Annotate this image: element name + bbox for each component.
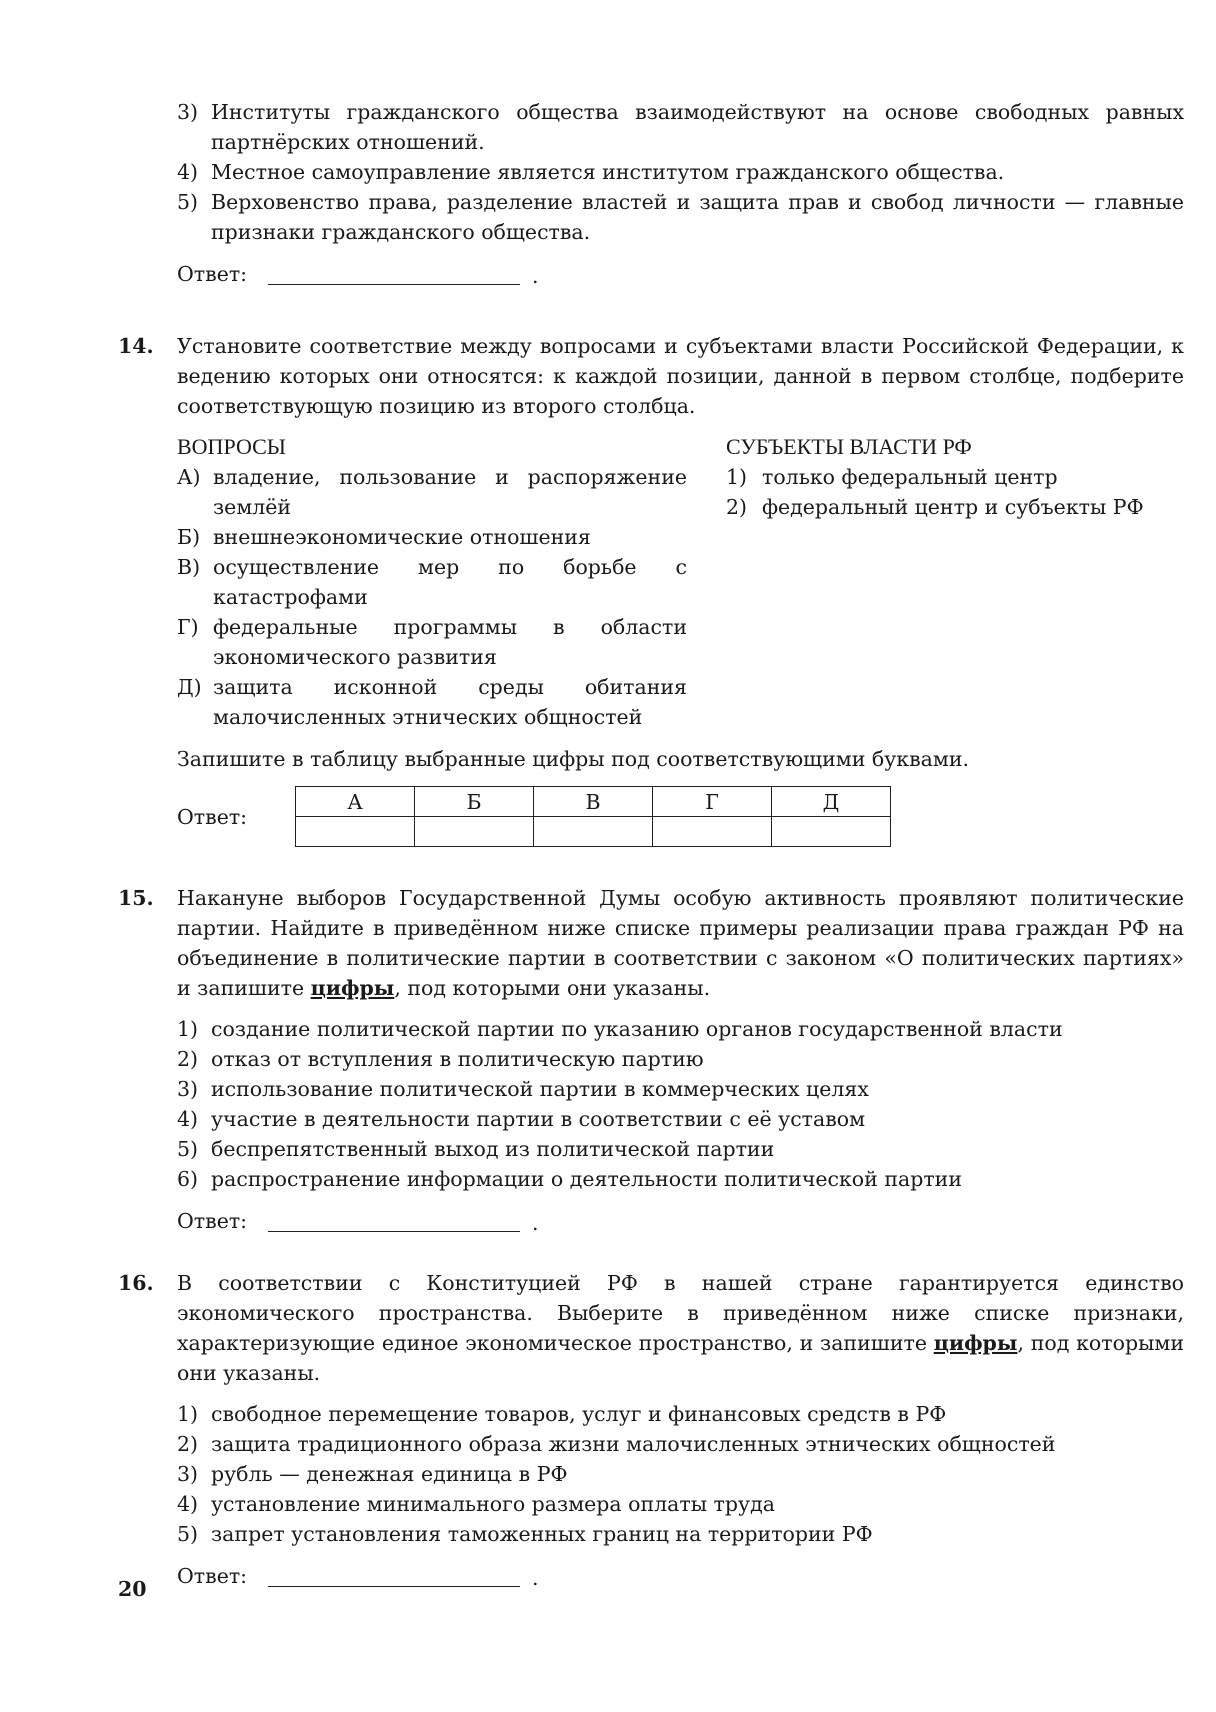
list-item	[177, 522, 687, 552]
question-number: 14.	[118, 334, 154, 358]
item-letter: А)	[177, 465, 201, 489]
item-number: 2)	[177, 1047, 199, 1071]
table-header-cell: В	[534, 787, 653, 817]
answer-cell[interactable]	[653, 817, 772, 847]
answer-cell[interactable]	[296, 817, 415, 847]
list-item	[118, 1519, 1184, 1549]
answer-field[interactable]	[118, 1561, 1184, 1591]
item-number: 4)	[177, 1492, 199, 1516]
answer-label: Ответ:	[177, 1209, 248, 1233]
question-body-end: , под которыми они указаны.	[177, 1331, 1184, 1385]
matching-columns	[118, 432, 1184, 732]
q14-answer	[118, 786, 1184, 848]
column-header: СУБЪЕКТЫ ВЛАСТИ РФ	[726, 434, 972, 459]
list-item	[726, 462, 1186, 492]
question-body: Накануне выборов Государственной Думы особую активность проявляют политические партии. Найдите в приведённом ниже списке примеры реализации права граждан РФ на объединение в политические партии в соответствии с законом «О политических партиях» и запишите	[177, 886, 1184, 1000]
answer-field[interactable]	[118, 259, 1184, 289]
column-header: ВОПРОСЫ	[177, 434, 286, 459]
item-number: 2)	[177, 1432, 199, 1456]
subjects-column	[726, 432, 1186, 522]
item-text: установление минимального размера оплаты труда	[211, 1492, 775, 1516]
item-number: 3)	[177, 100, 199, 124]
item-text: создание политической партии по указанию органов государственной власти	[211, 1017, 1063, 1041]
item-text: Местное самоуправление является институтом гражданского общества.	[211, 160, 1005, 184]
answer-cell[interactable]	[415, 817, 534, 847]
answer-cell[interactable]	[772, 817, 891, 847]
answer-dot: .	[532, 1566, 539, 1590]
item-number: 6)	[177, 1167, 199, 1191]
question-text	[118, 331, 1184, 421]
item-text: отказ от вступления в политическую партию	[211, 1047, 704, 1071]
question-16	[118, 1268, 1184, 1591]
item-text: распространение информации о деятельности политической партии	[211, 1167, 963, 1191]
item-text: рубль — денежная единица в РФ	[211, 1462, 568, 1486]
list-item	[118, 97, 1184, 157]
item-text: осуществление мер по борьбе с катастрофами	[213, 555, 687, 609]
list-item	[118, 1074, 1184, 1104]
list-item	[118, 1489, 1184, 1519]
item-text: владение, пользование и распоряжение землёй	[213, 465, 687, 519]
item-text: Верховенство права, разделение властей и защита прав и свобод личности — главные признаки гражданского общества.	[211, 190, 1184, 244]
answer-dot: .	[532, 1211, 539, 1235]
item-number: 5)	[177, 190, 199, 214]
table-header-cell: А	[296, 787, 415, 817]
question-number: 15.	[118, 886, 154, 910]
item-text: участие в деятельности партии в соответствии с её уставом	[211, 1107, 866, 1131]
answer-line[interactable]	[268, 1231, 520, 1232]
question-number: 16.	[118, 1271, 154, 1295]
item-number: 5)	[177, 1137, 199, 1161]
question-body: Установите соответствие между вопросами и субъектами власти Российской Федерации, к ведению которых они относятся: к каждой позиции, данной в первом столбце, подберите соответствующую позицию из второго столбца.	[177, 334, 1184, 418]
answer-table-input-row[interactable]	[296, 817, 891, 847]
list-item	[118, 187, 1184, 247]
item-text: беспрепятственный выход из политической партии	[211, 1137, 775, 1161]
list-item	[177, 462, 687, 522]
list-item	[118, 1134, 1184, 1164]
list-item	[118, 1399, 1184, 1429]
item-number: 2)	[726, 495, 748, 519]
item-number: 5)	[177, 1522, 199, 1546]
answer-field[interactable]	[118, 1206, 1184, 1236]
list-item	[118, 1044, 1184, 1074]
questions-column	[177, 432, 687, 732]
item-text: федеральный центр и субъекты РФ	[762, 495, 1144, 519]
answer-table-header-row	[296, 787, 891, 817]
list-item	[177, 552, 687, 612]
list-item	[118, 157, 1184, 187]
list-item	[118, 1164, 1184, 1194]
item-text: только федеральный центр	[762, 465, 1058, 489]
item-number: 4)	[177, 1107, 199, 1131]
answer-table	[295, 786, 891, 847]
item-number: 1)	[726, 465, 748, 489]
table-header-cell: Г	[653, 787, 772, 817]
answer-label: Ответ:	[177, 1564, 248, 1588]
answer-dot: .	[532, 264, 539, 288]
answer-cell[interactable]	[534, 817, 653, 847]
item-text: федеральные программы в области экономического развития	[213, 615, 687, 669]
emphasis-word: цифры	[933, 1331, 1018, 1355]
list-item	[118, 1429, 1184, 1459]
item-letter: Г)	[177, 615, 199, 639]
item-number: 3)	[177, 1077, 199, 1101]
question-text	[118, 1268, 1184, 1388]
item-text: использование политической партии в коммерческих целях	[211, 1077, 869, 1101]
list-item	[118, 1014, 1184, 1044]
page-number: 20	[118, 1577, 147, 1601]
item-letter: Д)	[177, 675, 202, 699]
item-letter: В)	[177, 555, 201, 579]
item-number: 1)	[177, 1017, 199, 1041]
list-item	[118, 1104, 1184, 1134]
question-body: В соответствии с Конституцией РФ в нашей стране гарантируется единство экономического пространства. Выберите в приведённом ниже списке признаки, характеризующие единое экономическое пространство, и запишите	[177, 1271, 1184, 1355]
answer-label: Ответ:	[177, 262, 248, 286]
table-header-cell: Д	[772, 787, 891, 817]
list-item	[726, 492, 1186, 522]
item-number: 1)	[177, 1402, 199, 1426]
item-text: внешнеэкономические отношения	[213, 525, 591, 549]
item-text: свободное перемещение товаров, услуг и финансовых средств в РФ	[211, 1402, 947, 1426]
question-text	[118, 883, 1184, 1003]
list-item	[177, 612, 687, 672]
item-text: Институты гражданского общества взаимодействуют на основе свободных равных партнёрских отношений.	[211, 100, 1184, 154]
question-body-end: , под которыми они указаны.	[394, 976, 711, 1000]
question-15	[118, 883, 1184, 1236]
emphasis-word: цифры	[310, 976, 395, 1000]
item-text: запрет установления таможенных границ на территории РФ	[211, 1522, 873, 1546]
question-14	[118, 331, 1184, 421]
table-header-cell: Б	[415, 787, 534, 817]
q14-instruction	[118, 744, 1184, 774]
list-item	[118, 1459, 1184, 1489]
item-number: 3)	[177, 1462, 199, 1486]
q13-tail	[118, 97, 1184, 289]
answer-label: Ответ:	[177, 805, 248, 829]
answer-line[interactable]	[268, 284, 520, 285]
instruction-text: Запишите в таблицу выбранные цифры под соответствующими буквами.	[177, 747, 970, 771]
list-item	[177, 672, 687, 732]
item-letter: Б)	[177, 525, 201, 549]
item-text: защита исконной среды обитания малочисленных этнических общностей	[213, 675, 687, 729]
answer-line[interactable]	[268, 1586, 520, 1587]
item-number: 4)	[177, 160, 199, 184]
item-text: защита традиционного образа жизни малочисленных этнических общностей	[211, 1432, 1056, 1456]
